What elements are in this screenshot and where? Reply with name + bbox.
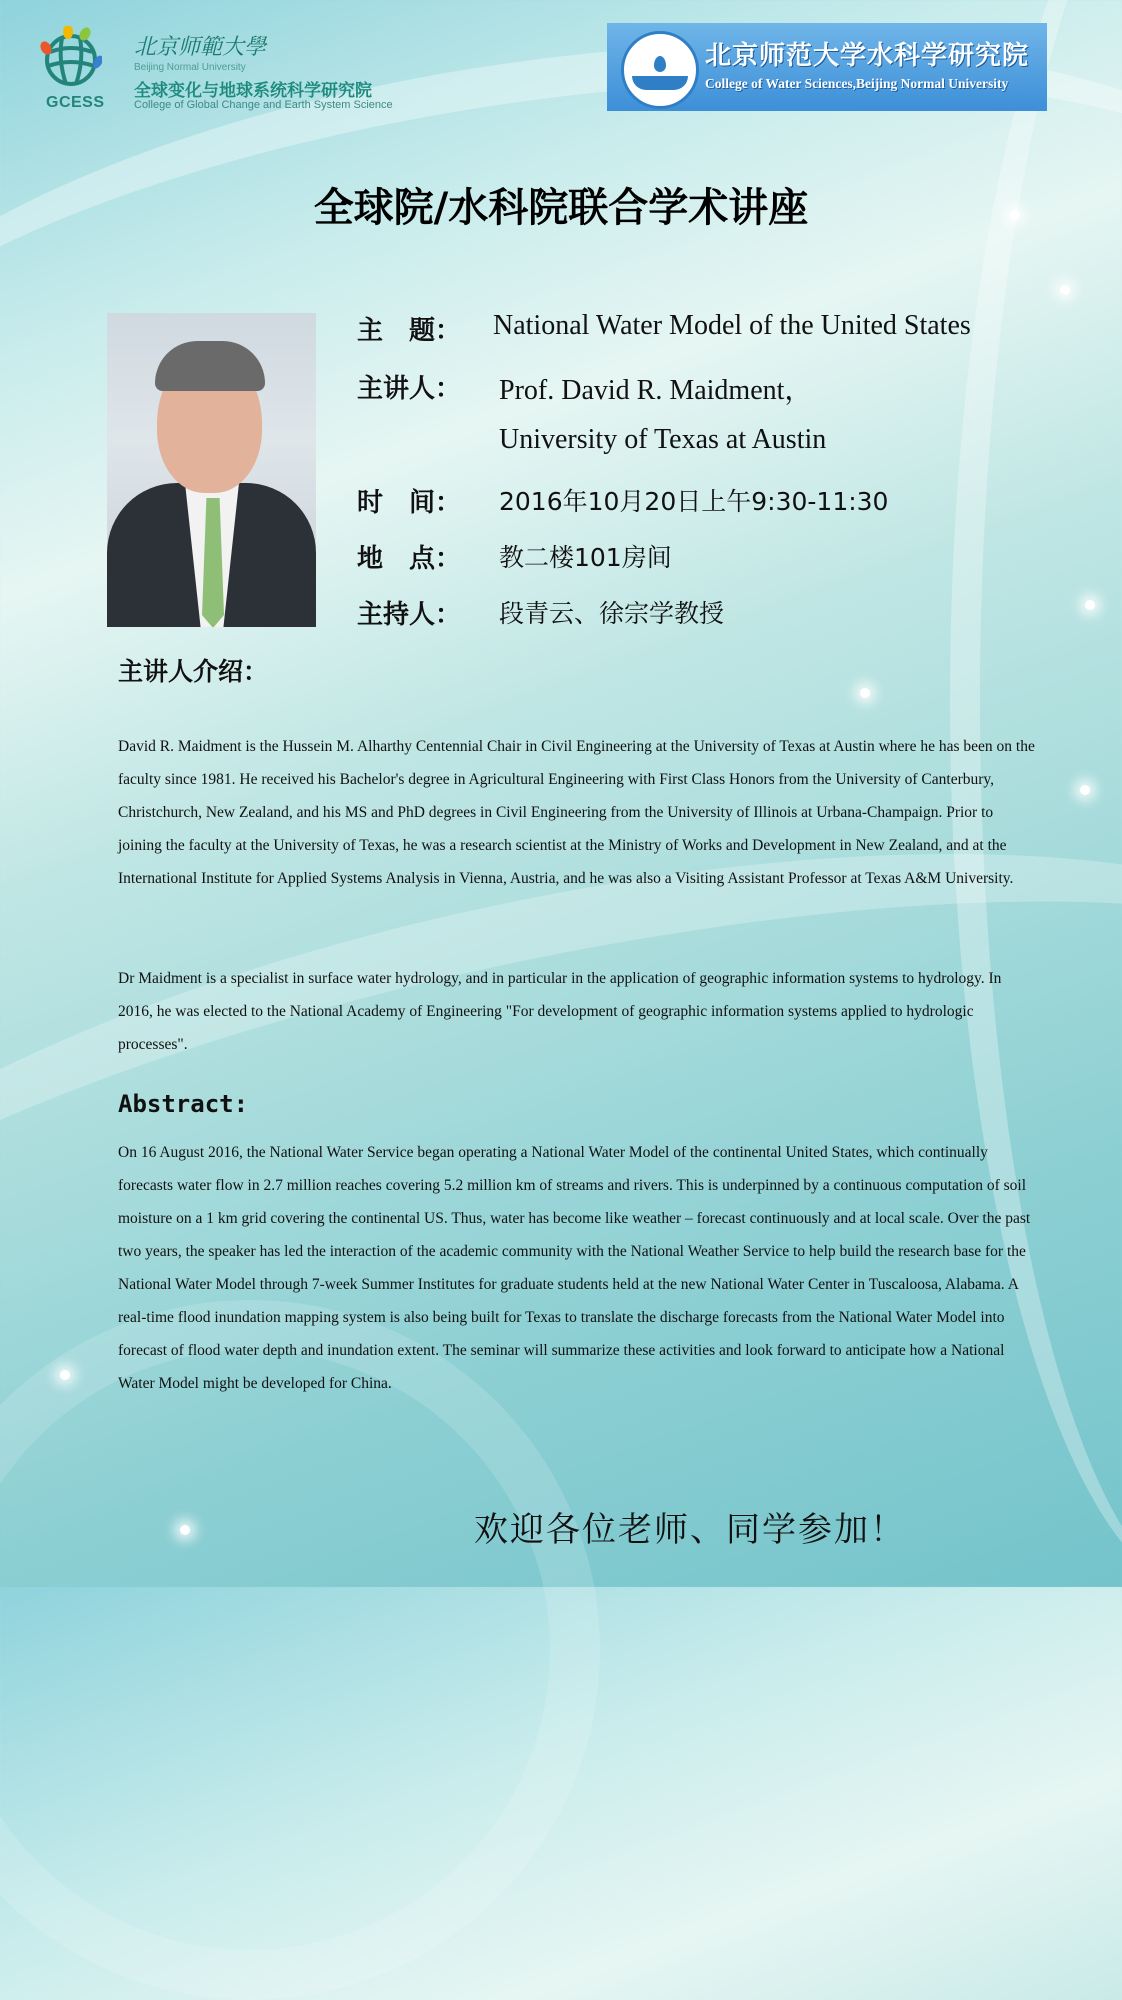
gcess-acronym: GCESS — [46, 94, 105, 111]
water-sciences-logo — [607, 23, 1047, 111]
speaker-label: 主讲人： — [357, 374, 462, 404]
gcess-name-en: College of Global Change and Earth System Science — [134, 99, 393, 111]
bio-paragraph-1: David R. Maidment is the Hussein M. Alharthy Centennial Chair in Civil Engineering at the University of Texas at Austin where he has been on the faculty since 1981. He received his Bachelor's degree in Agricultural Engineering with First Class Honors from the University of Canterbury, Christchurch, New Zealand, and his MS and PhD degrees in Civil Engineering from the University of Illinois at Urbana-Champaign. Prior to joining the faculty at the University of Texas, he was a research scientist at the Ministry of Works and Development in New Zealand, and at the International Institute for Applied Systems Analysis in Vienna, Austria, and he was also a Visiting Assistant Professor at Texas A&M University. — [118, 738, 1035, 887]
background-swoosh — [0, 1300, 600, 2000]
sparkle-decoration — [1085, 600, 1095, 610]
sparkle-decoration — [1060, 285, 1070, 295]
host-label: 主持人： — [357, 600, 462, 630]
place-label: 地 点： — [357, 544, 462, 574]
abstract-text: On 16 August 2016, the National Water Service began operating a National Water Model of the continental United States, which continually forecasts water flow in 2.7 million reaches covering 5.2 million km of streams and rivers. This is underpinned by a continuous computation of soil moisture on a 1 km grid covering the continental US. Thus, water has become like weather – forecast continuously and at local scale. Over the past two years, the speaker has led the interaction of the academic community with the National Weather Service to help build the research base for the National Water Model through 7-week Summer Institutes for graduate students held at the new National Water Center in Tuscaloosa, Alabama. A real-time flood inundation mapping system is also being built for Texas to translate the discharge forecasts from the National Water Model into forecast of flood water depth and inundation extent. The seminar will summarize these activities and look forward to anticipate how a National Water Model might be developed for China. — [118, 1144, 1031, 1392]
time-value: 2016年10月20日上午9:30-11:30 — [499, 487, 889, 516]
topic-value: National Water Model of the United States — [493, 310, 971, 341]
cws-name-en: College of Water Sciences,Beijing Normal University — [705, 76, 1009, 91]
gcess-logo — [36, 22, 406, 114]
sparkle-decoration — [1080, 785, 1090, 795]
cws-name-cn: 北京师范大学水科学研究院 — [705, 41, 1030, 71]
speaker-affiliation: University of Texas at Austin — [499, 424, 827, 455]
sparkle-decoration — [860, 688, 870, 698]
abstract-heading: Abstract: — [118, 1090, 249, 1118]
bnu-name-en: Beijing Normal University — [134, 62, 246, 73]
topic-label: 主 题： — [357, 316, 462, 346]
speaker-name: Prof. David R. Maidment， — [499, 375, 813, 406]
welcome-message: 欢迎各位老师、同学参加！ — [474, 1510, 906, 1550]
time-label: 时 间： — [357, 488, 462, 518]
sparkle-decoration — [60, 1370, 70, 1380]
speaker-photo — [107, 313, 316, 627]
page-title: 全球院/水科院联合学术讲座 — [313, 185, 809, 231]
gcess-name-cn: 全球变化与地球系统科学研究院 — [134, 81, 372, 101]
globe-leaf-icon — [40, 26, 102, 88]
water-drop-seal-icon — [621, 31, 699, 109]
bnu-name-cn: 北京师範大學 — [134, 35, 267, 60]
speaker-intro-heading: 主讲人介绍： — [118, 657, 269, 686]
bio-paragraph-2: Dr Maidment is a specialist in surface water hydrology, and in particular in the application of geographic information systems to hydrology. In 2016, he was elected to the National Academy of Engineering "For development of geographic information systems applied to hydrologic processes". — [118, 970, 1002, 1053]
host-value: 段青云、徐宗学教授 — [499, 599, 725, 628]
place-value: 教二楼101房间 — [499, 543, 672, 572]
sparkle-decoration — [180, 1525, 190, 1535]
